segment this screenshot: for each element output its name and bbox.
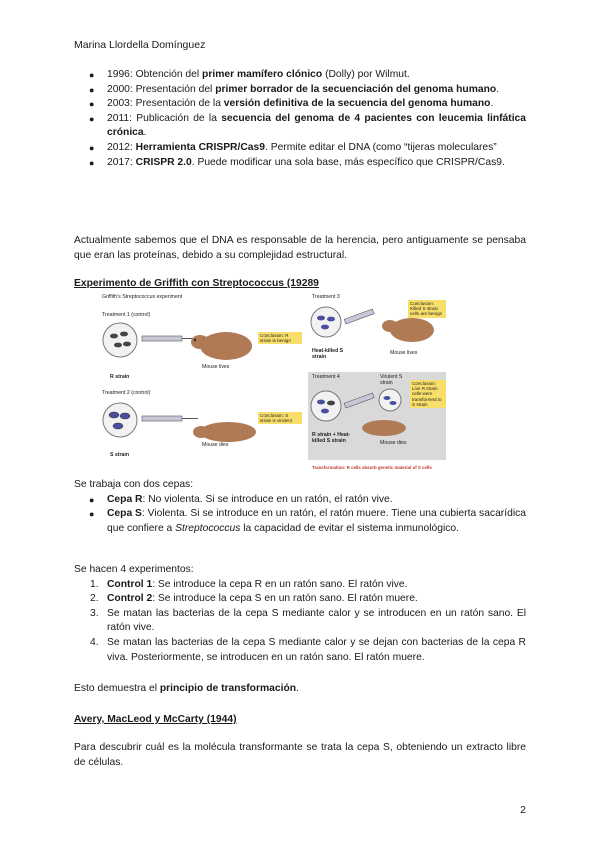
avery-heading: Avery, MacLeod y McCarty (1944)	[74, 714, 237, 725]
experiment-item: 1. Control 1: Se introduce la cepa R en un ratón sano. El ratón vive.	[90, 578, 408, 590]
bullet-icon: ●	[89, 99, 95, 110]
avery-paragraph: Para descubrir cuál es la molécula transformante se trata la cepa S, obteniendo un extracto libre de células.	[74, 742, 526, 768]
bullet-icon: ●	[89, 509, 95, 520]
figure-panel-treatment-3	[308, 292, 446, 368]
cepa-item: ● Cepa S: Violenta. Si se introduce en un ratón, el ratón muere. Tiene una cubierta sacarídica que confiere a Streptococcus la capacidad de evitar el sistema inmunológico.	[89, 508, 526, 534]
experiment-item: 4. Se matan las bacterias de la cepa S mediante calor y se dejan con bacterias de la cepa R viva. Posteriormente, se introducen en un ratón sano. El ratón muere.	[90, 636, 526, 663]
figure-title: Griffith's Streptococcus experiment	[102, 294, 183, 300]
timeline-item: ● 1996: Obtención del primer mamífero clónico (Dolly) por Wilmut.	[74, 68, 526, 83]
treatment-4-label: Treatment 4	[312, 374, 340, 380]
combo-strain-label: R strain + Heat-killed S strain	[312, 432, 351, 444]
conclusion-box-1: Conclusion: R strain is benign	[258, 332, 302, 344]
timeline-item: ● 2012: Herramienta CRISPR/Cas9. Permite editar el DNA (como “tijeras moleculares”	[74, 141, 526, 156]
timeline-item: ● 2017: CRISPR 2.0. Puede modificar una sola base, más específico que CRISPR/Cas9.	[74, 156, 526, 171]
treatment-3-label: Treatment 3	[312, 294, 340, 300]
griffith-figure	[98, 292, 446, 468]
treatment-1-illustration	[98, 318, 303, 378]
conclusion-box-4: Conclusion: Live R strain cells were transformed to S strain	[410, 380, 446, 408]
figure-footnote: Transformation: R cells absorb genetic material of S cells	[312, 465, 432, 470]
bullet-icon: ●	[89, 113, 95, 124]
r-strain-label: R strain	[110, 374, 130, 380]
transformation-conclusion: Esto demuestra el principio de transformación.	[74, 683, 299, 694]
treatment-1-label: Treatment 1 (control)	[102, 312, 151, 318]
virulent-label: Virulent S strain	[380, 374, 403, 386]
timeline-item: ● 2000: Presentación del primer borrador de la secuenciación del genoma humano.	[74, 83, 526, 98]
bullet-icon: ●	[89, 157, 95, 168]
s-strain-label: S strain	[110, 452, 130, 458]
experiment-item: 3. Se matan las bacterias de la cepa S mediante calor y se introducen en un ratón sano. El ratón vive.	[90, 607, 526, 634]
timeline-item: ● 2003: Presentación de la versión definitiva de la secuencia del genoma humano.	[74, 97, 526, 112]
mouse-dies-label-1: Mouse dies	[202, 442, 229, 448]
conclusion-box-2: Conclusion: S strain is virulent	[258, 412, 302, 424]
timeline-item: ● 2011: Publicación de la secuencia del genoma de 4 pacientes con leucemia linfática crónica.	[89, 112, 527, 139]
page-number: 2	[520, 804, 526, 816]
figure-panel-controls	[98, 292, 303, 462]
mouse-lives-label-2: Mouse lives	[390, 350, 418, 356]
bullet-icon: ●	[89, 494, 95, 505]
treatment-2-illustration	[98, 396, 303, 456]
figure-panel-treatment-4	[308, 372, 446, 460]
treatment-2-label: Treatment 2 (control)	[102, 390, 151, 396]
cepa-item: ● Cepa R: No violenta. Si se introduce en un ratón, el ratón vive.	[74, 493, 526, 508]
experiments-intro: Se hacen 4 experimentos:	[74, 564, 194, 575]
timeline-list	[74, 68, 526, 170]
bullet-icon: ●	[89, 84, 95, 95]
bullet-icon: ●	[89, 70, 95, 80]
griffith-heading: Experimento de Griffith con Streptococcus (19289	[74, 278, 319, 289]
mouse-lives-label-1: Mouse lives	[202, 364, 230, 370]
intro-paragraph: Actualmente sabemos que el DNA es responsable de la herencia, pero antiguamente se pensaba que eran las proteínas, debido a su complejidad estructural.	[74, 235, 526, 261]
experiment-item: 2. Control 2: Se introduce la cepa S en un ratón sano. El ratón muere.	[90, 593, 418, 605]
conclusion-box-3: Conclusion: Killed S strain cells are benign	[408, 300, 446, 318]
page-header-author: Marina Llordella Domínguez	[74, 39, 206, 51]
heat-killed-label: Heat-killed S strain	[312, 348, 344, 360]
cepas-intro: Se trabaja con dos cepas:	[74, 479, 194, 490]
mouse-dies-label-2: Mouse dies	[380, 440, 407, 446]
bullet-icon: ●	[89, 142, 95, 153]
